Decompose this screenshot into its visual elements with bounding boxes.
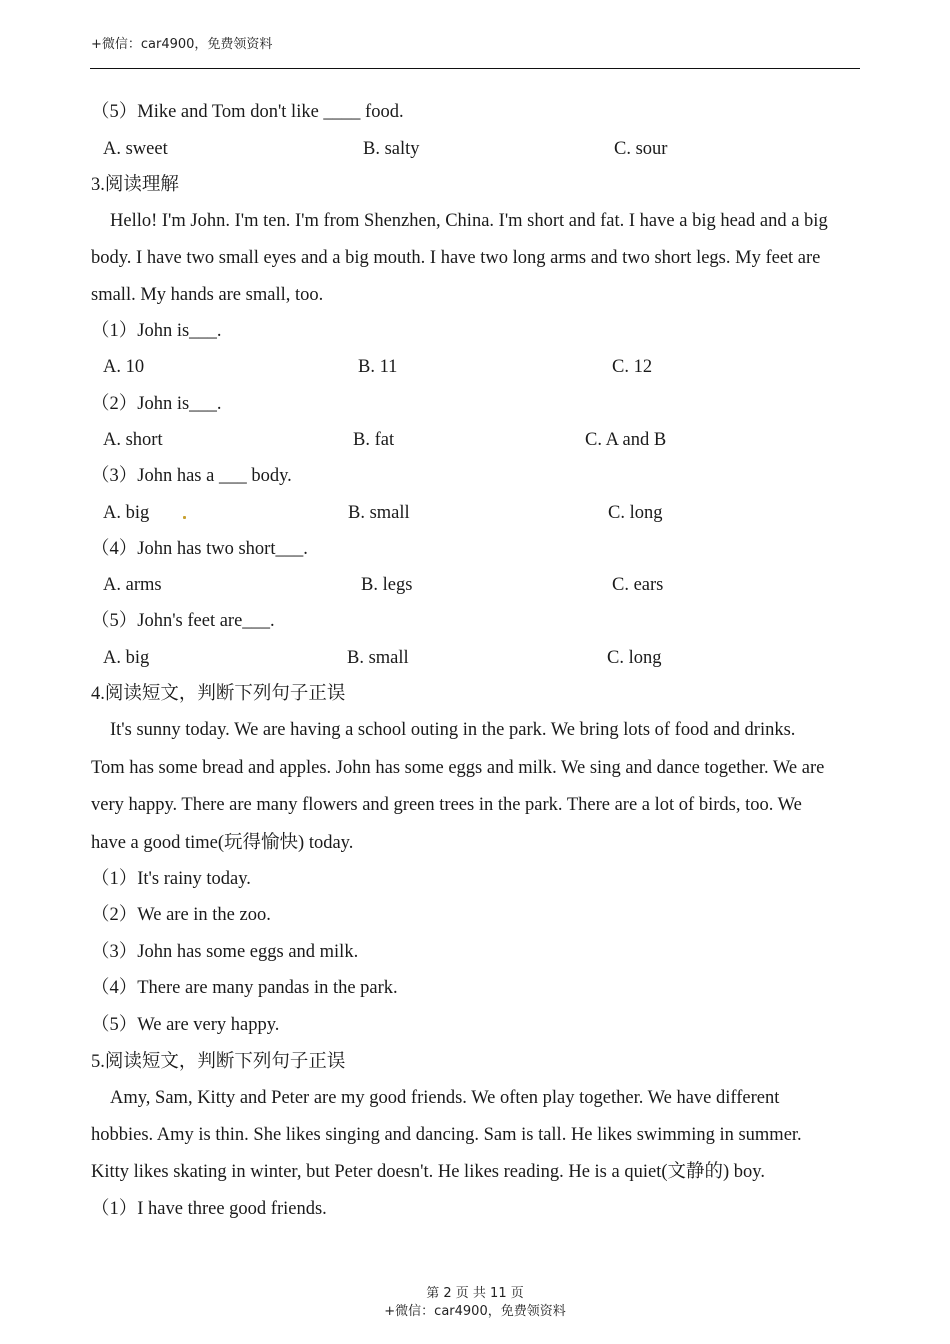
statement: （3）John has some eggs and milk. bbox=[91, 942, 359, 962]
passage-line: body. I have two small eyes and a big mouth. I have two long arms and two short legs. My feet are bbox=[91, 248, 821, 268]
passage-line: It's sunny today. We are having a school outing in the park. We bring lots of food and drinks. bbox=[110, 720, 796, 740]
option-a: A. big bbox=[103, 503, 150, 523]
header-divider bbox=[90, 68, 860, 69]
passage-line: Tom has some bread and apples. John has some eggs and milk. We sing and dance together. We are bbox=[91, 758, 825, 778]
statement: （1）I have three good friends. bbox=[91, 1199, 327, 1219]
section-3-title: 3.阅读理解 bbox=[91, 175, 179, 195]
option-b: B. legs bbox=[361, 575, 413, 595]
question-stem: （5）John's feet are___. bbox=[91, 611, 275, 631]
passage-line: small. My hands are small, too. bbox=[91, 285, 324, 305]
option-b: B. 11 bbox=[358, 357, 398, 377]
option-c: C. A and B bbox=[585, 430, 667, 450]
option-b: B. small bbox=[347, 648, 409, 668]
passage-line: Kitty likes skating in winter, but Peter doesn't. He likes reading. He is a quiet(文静的) boy. bbox=[91, 1162, 765, 1182]
section-5-title: 5.阅读短文，判断下列句子正误 bbox=[91, 1052, 346, 1072]
question-stem: （3）John has a ___ body. bbox=[91, 466, 292, 486]
passage-line: hobbies. Amy is thin. She likes singing and dancing. Sam is tall. He likes swimming in summer. bbox=[91, 1125, 802, 1145]
passage-line: Amy, Sam, Kitty and Peter are my good friends. We often play together. We have different bbox=[110, 1088, 780, 1108]
option-b: B. fat bbox=[353, 430, 395, 450]
option-c: C. long bbox=[608, 503, 663, 523]
option-a: A. sweet bbox=[103, 139, 168, 159]
section-4-title: 4.阅读短文，判断下列句子正误 bbox=[91, 684, 346, 704]
option-c: C. ears bbox=[612, 575, 664, 595]
question-stem: （5）Mike and Tom don't like ____ food. bbox=[91, 102, 404, 122]
option-c: C. long bbox=[607, 648, 662, 668]
question-stem: （2）John is___. bbox=[91, 394, 222, 414]
statement: （1）It's rainy today. bbox=[91, 869, 251, 889]
option-c: C. 12 bbox=[612, 357, 653, 377]
question-stem: （4）John has two short___. bbox=[91, 539, 308, 559]
page-header: +微信：car4900，免费领资料 bbox=[91, 37, 273, 52]
page-number: 第 2 页 共 11 页 bbox=[426, 1286, 524, 1301]
option-b: B. salty bbox=[363, 139, 420, 159]
statement: （2）We are in the zoo. bbox=[91, 905, 271, 925]
option-a: A. short bbox=[103, 430, 163, 450]
passage-line: Hello! I'm John. I'm ten. I'm from Shenzhen, China. I'm short and fat. I have a big head and a big bbox=[110, 211, 828, 231]
passage-line: have a good time(玩得愉快) today. bbox=[91, 833, 354, 853]
option-a: A. big bbox=[103, 648, 150, 668]
statement: （5）We are very happy. bbox=[91, 1015, 280, 1035]
option-a: A. 10 bbox=[103, 357, 145, 377]
passage-line: very happy. There are many flowers and green trees in the park. There are a lot of birds, too. We bbox=[91, 795, 802, 815]
option-a: A. arms bbox=[103, 575, 162, 595]
page-footer: +微信：car4900，免费领资料 bbox=[384, 1304, 566, 1319]
option-c: C. sour bbox=[614, 139, 668, 159]
question-stem: （1）John is___. bbox=[91, 321, 222, 341]
stray-mark bbox=[183, 516, 186, 519]
option-b: B. small bbox=[348, 503, 410, 523]
statement: （4）There are many pandas in the park. bbox=[91, 978, 398, 998]
